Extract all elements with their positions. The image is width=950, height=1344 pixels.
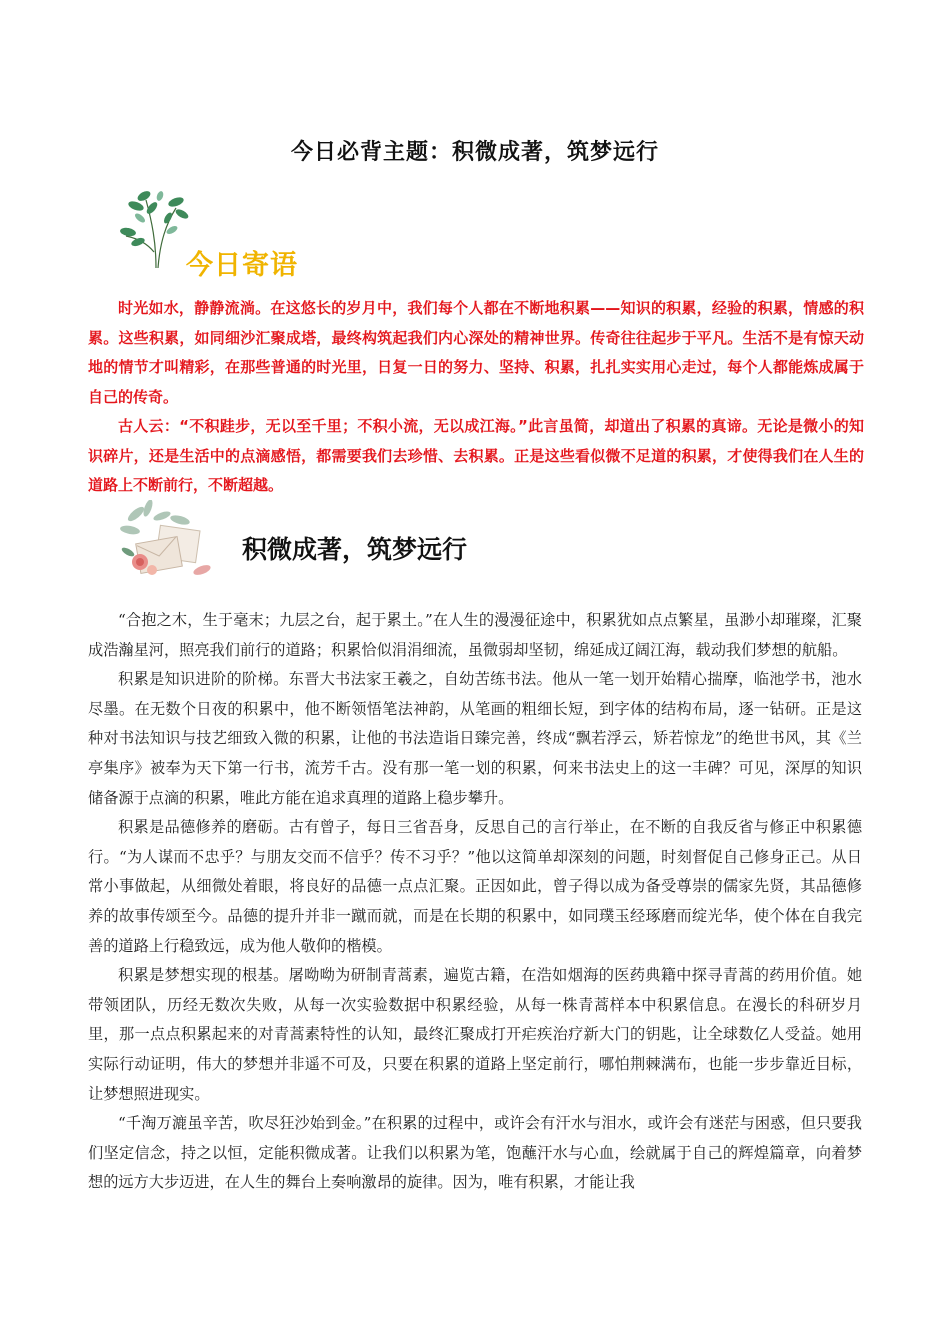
motto-paragraph: 古人云：“不积跬步，无以至千里；不积小流，无以成江海。”此言虽简，却道出了积累的真谛。无论是微小的知识碎片，还是生活中的点滴感悟，都需要我们去珍惜、去积累。正是这些看似微不足道的积累，才使得我们在人生的道路上不断前行，不断超越。 [88,417,864,494]
plant-icon [116,182,192,270]
essay-heading: 积微成著，筑梦远行 [242,535,468,564]
essay-paragraph: 积累是知识进阶的阶梯。东晋大书法家王羲之，自幼苦练书法。他从一笔一划开始精心揣摩，临池学书，池水尽墨。在无数个日夜的积累中，他不断领悟笔法神韵，从笔画的粗细长短，到字体的结构布局，逐一钻研。正是这种对书法知识与技艺细致入微的积累，让他的书法造诣日臻完善，终成“飘若浮云，矫若惊龙”的绝世书风，其《兰亭集序》被奉为天下第一行书，流芳千古。没有那一笔一划的积累，何来书法史上的这一丰碑？可见，深厚的知识储备源于点滴的积累，唯此方能在追求真理的道路上稳步攀升。 [88,670,862,807]
letter-bouquet-icon [118,500,218,584]
essay-paragraph: “合抱之木，生于毫末；九层之台，起于累土。”在人生的漫漫征途中，积累犹如点点繁星，虽渺小却璀璨，汇聚成浩瀚星河，照亮我们前行的道路；积累恰似涓涓细流，虽微弱却坚韧，绵延成辽阔江海，载动我们梦想的航船。 [88,611,862,659]
motto-text [88,294,864,501]
essay-paragraph: “千淘万漉虽辛苦，吹尽狂沙始到金。”在积累的过程中，或许会有汗水与泪水，或许会有迷茫与困惑，但只要我们坚定信念，持之以恒，定能积微成著。让我们以积累为笔，饱蘸汗水与心血，绘就属于自己的辉煌篇章，向着梦想的远方大步迈进，在人生的舞台上奏响激昂的旋律。因为，唯有积累，才能让我 [88,1114,862,1192]
page-title: 今日必背主题：积微成著，筑梦远行 [290,139,659,165]
motto-paragraph: 时光如水，静静流淌。在这悠长的岁月中，我们每个人都在不断地积累——知识的积累，经验的积累，情感的积累。这些积累，如同细沙汇聚成塔，最终构筑起我们内心深处的精神世界。传奇往往起步于平凡。生活不是有惊天动地的情节才叫精彩，在那些普通的时光里，日复一日的努力、坚持、积累，扎扎实实用心走过，每个人都能炼成属于自己的传奇。 [88,299,864,406]
essay-paragraph: 积累是品德修养的磨砺。古有曾子，每日三省吾身，反思自己的言行举止，在不断的自我反省与修正中积累德行。“为人谋而不忠乎？与朋友交而不信乎？传不习乎？”他以这简单却深刻的问题，时刻督促自己修身正己。从日常小事做起，从细微处着眼，将良好的品德一点点汇聚。正因如此，曾子得以成为备受尊崇的儒家先贤，其品德修养的故事传颂至今。品德的提升并非一蹴而就，而是在长期的积累中，如同璞玉经琢磨而绽光华，使个体在自我完善的道路上行稳致远，成为他人敬仰的楷模。 [88,818,862,955]
motto-heading: 今日寄语 [186,250,298,281]
essay-text [88,606,862,1198]
essay-paragraph: 积累是梦想实现的根基。屠呦呦为研制青蒿素，遍览古籍，在浩如烟海的医药典籍中探寻青蒿的药用价值。她带领团队，历经无数次失败，从每一次实验数据中积累经验，从每一株青蒿样本中积累信息。在漫长的科研岁月里，那一点点积累起来的对青蒿素特性的认知，最终汇聚成打开疟疾治疗新大门的钥匙，让全球数亿人受益。她用实际行动证明，伟大的梦想并非遥不可及，只要在积累的道路上坚定前行，哪怕荆棘满布，也能一步步靠近目标，让梦想照进现实。 [88,966,862,1103]
